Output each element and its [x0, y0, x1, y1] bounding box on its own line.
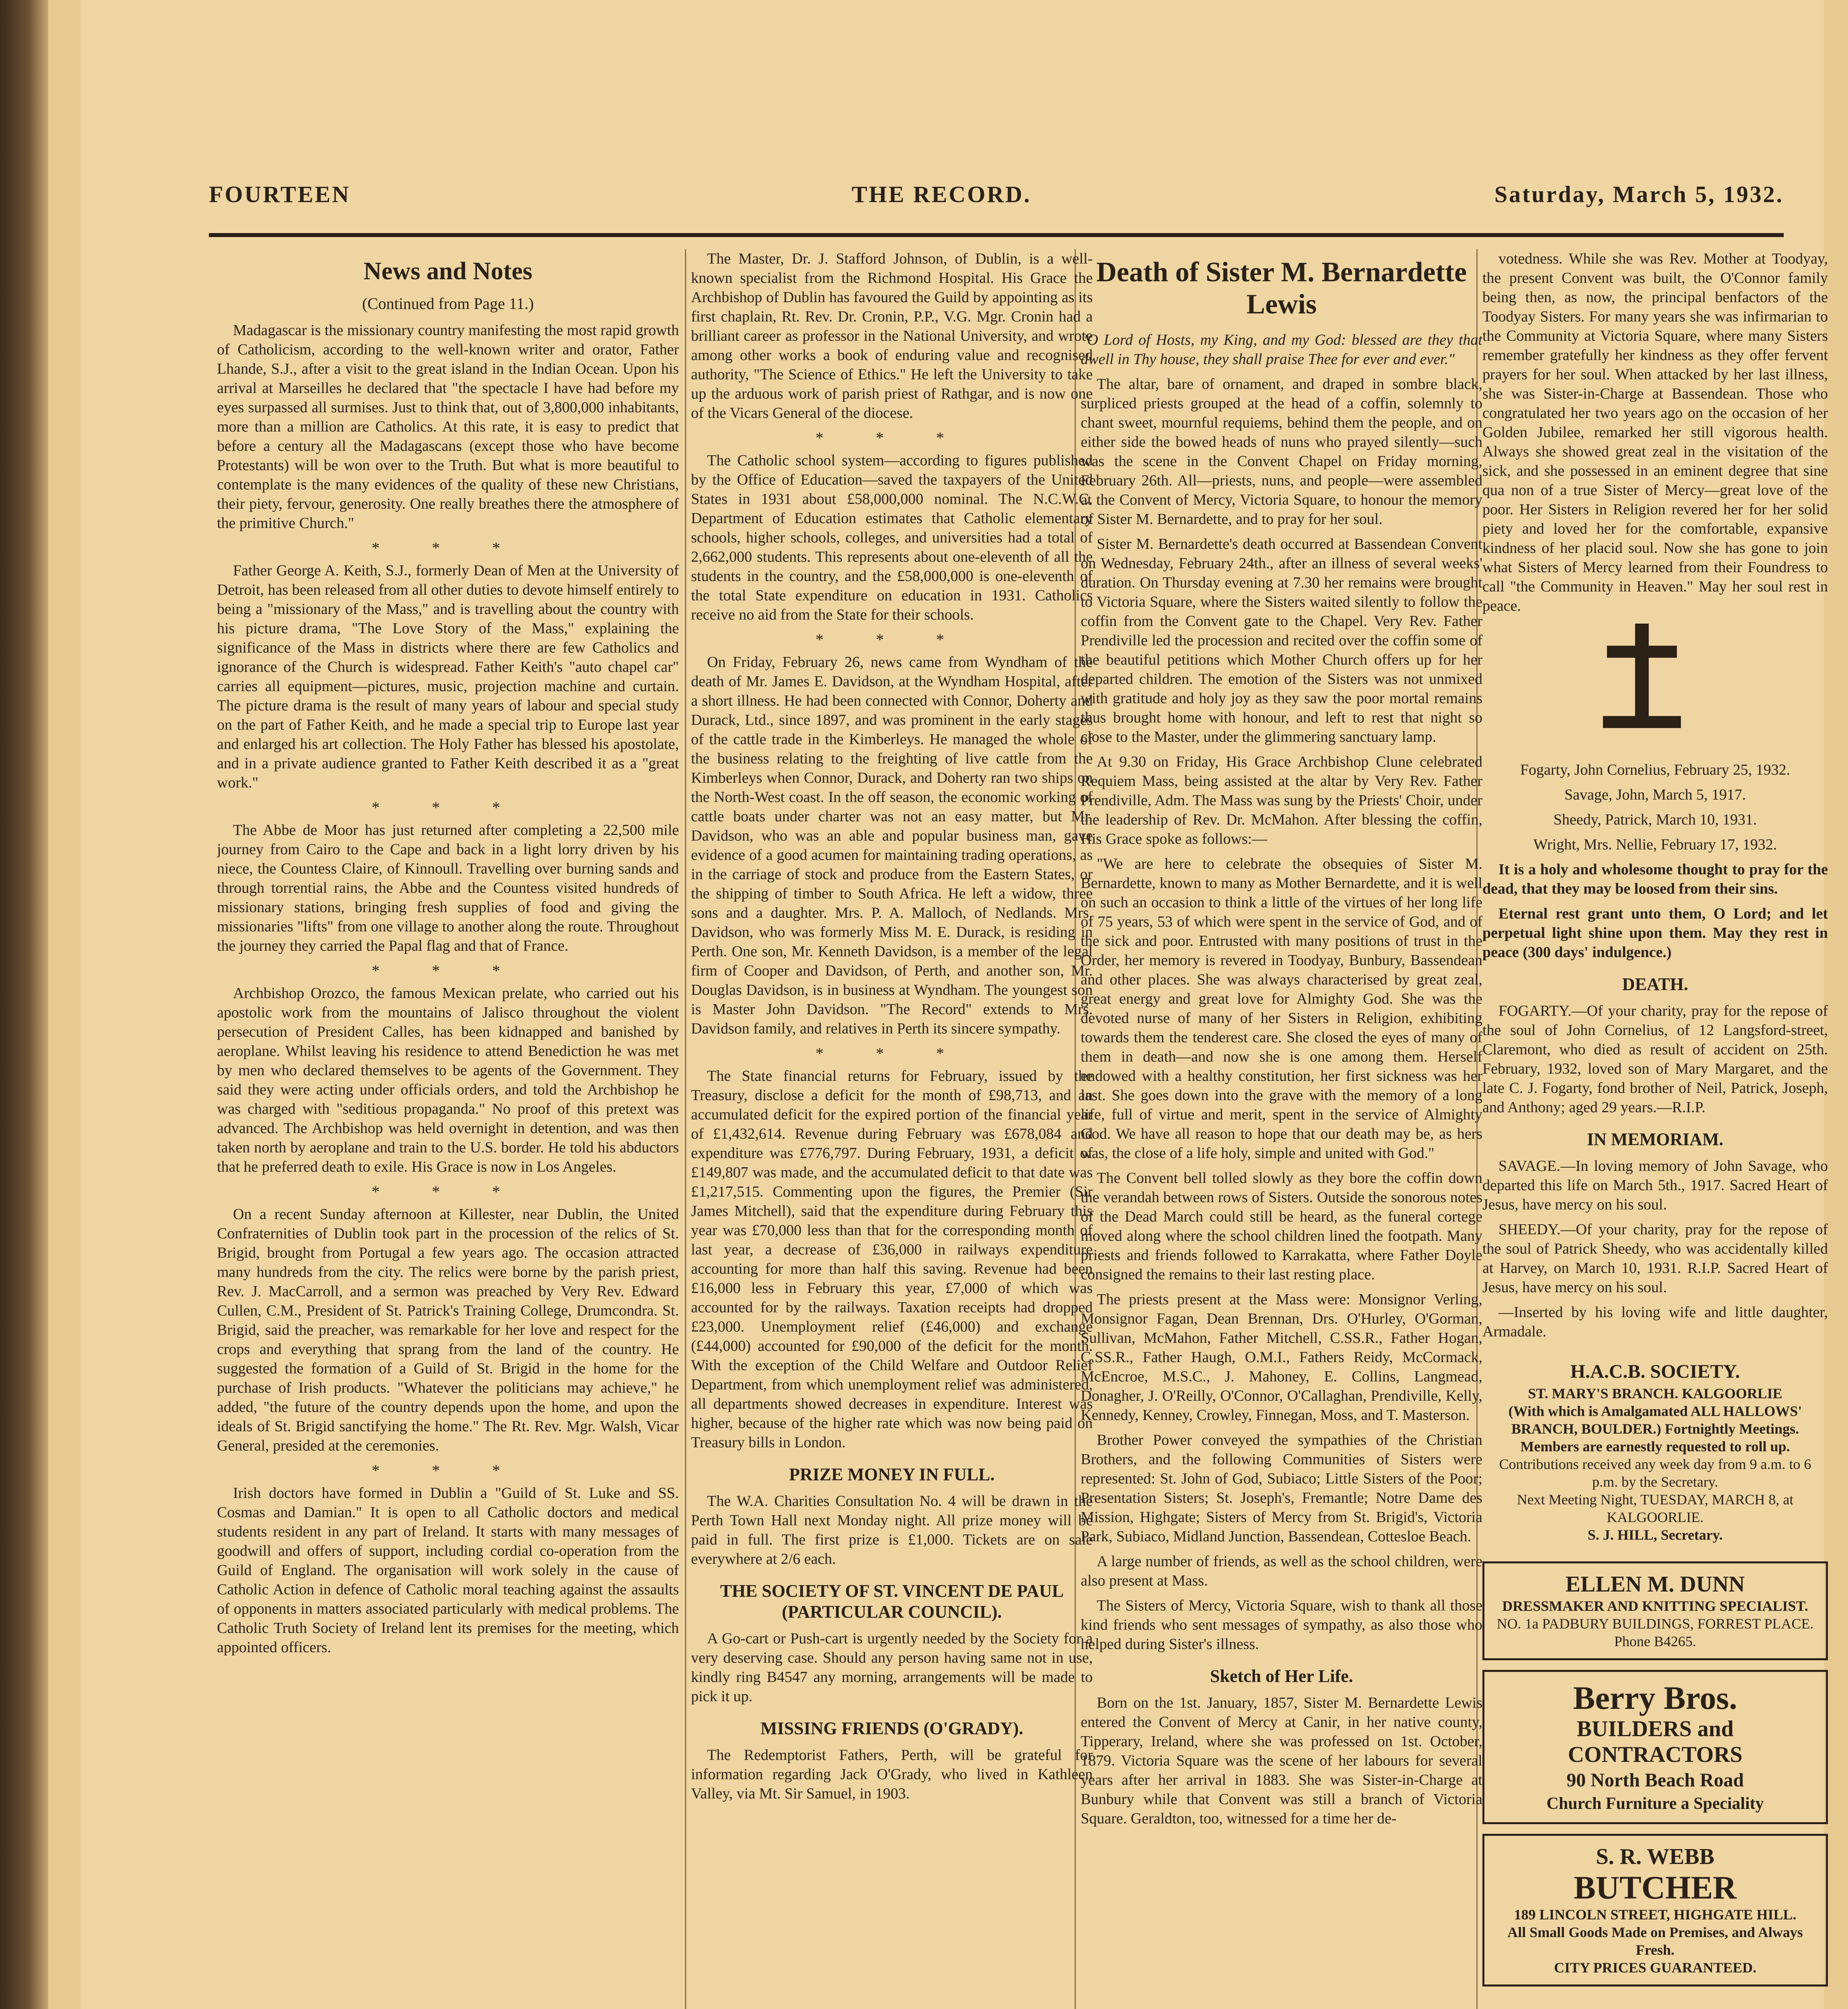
- separator-stars: * * *: [372, 539, 524, 557]
- book-binding: [0, 0, 48, 2009]
- hacb-note: (With which is Amalgamated ALL HALLOWS' BRANCH, BOULDER.) Fortnightly Meetings.: [1508, 1403, 1802, 1437]
- rip-entry: Sheedy, Patrick, March 10, 1931.: [1553, 811, 1757, 828]
- ad-trade: BUTCHER: [1574, 1869, 1737, 1906]
- sketch-title: Sketch of Her Life.: [1210, 1666, 1353, 1686]
- ad-name: S. R. WEBB: [1596, 1844, 1715, 1869]
- article-paragraph: On Friday, February 26, news came from Wyndham of the death of Mr. James E. Davidson, at the Wyndham Hospital, after a short illness. He had been connected with Connor, Doherty and Durack, Ltd., since 1897, and was prominent in the early stages of the cattle trade in the Kimberleys. He managed the whole of the business relating to the freighting of live cattle from the Kimberleys when Connor, Durack, and Doherty ran two ships on the North-West coast. In the off season, the economic working of cattle boats under charter was not an easy matter, but Mr. Davidson, who was an able and popular business man, gave evidence of a good acumen for maintaining trading operations, as in the carriage of stock and produce from the Eastern States, or the shipping of timber to South Africa. He left a widow, three sons and a daughter. Mrs. P. A. Malloch, of Nedlands. Mrs. Davidson, who was formerly Miss M. E. Durack, is residing in Perth. One son, Mr. Kenneth Davidson, is a member of the legal firm of Cooper and Davidson, of Perth, and another son, Mr. Douglas Davidson, is in business at Wyndham. The youngest son is Master John Davidson. "The Record" extends to Mrs. Davidson family, and relatives in Perth its sincere sympathy.: [691, 654, 1093, 1037]
- ad-trade: DRESSMAKER AND KNITTING SPECIALIST.: [1502, 1598, 1808, 1614]
- separator-stars: * * *: [816, 1044, 968, 1062]
- hacb-branch: ST. MARY'S BRANCH. KALGOORLIE: [1528, 1385, 1783, 1401]
- eternal-rest-text: Eternal rest grant unto them, O Lord; and let perpetual light shine upon them. May they rest in peace (300 days' indulgence.): [1482, 905, 1828, 961]
- death-title: DEATH.: [1622, 974, 1689, 994]
- prayer-text: It is a holy and wholesome thought to pray for the dead, that they may be loosed from their sins.: [1482, 861, 1828, 897]
- issue-date: Saturday, March 5, 1932.: [1494, 181, 1784, 207]
- memoriam-signature: —Inserted by his loving wife and little daughter, Armadale.: [1482, 1304, 1828, 1340]
- death-notice: FOGARTY.—Of your charity, pray for the repose of the soul of John Cornelius, of 12 Langsford-street, Claremont, who died as result of accident on 25th. February, 1932, loved son of Mary Margaret, and the late C. J. Fogarty, fond brother of Neil, Patrick, Joseph, and Anthony; aged 29 years.—R.I.P.: [1482, 1002, 1828, 1116]
- ad-address: 189 LINCOLN STREET, HIGHGATE HILL.: [1514, 1907, 1797, 1923]
- article-paragraph: Brother Power conveyed the sympathies of the Christian Brothers, and the following Communities of Sisters were represented: St. John of God, Subiaco; Little Sisters of the Poor; Presentation Sisters; St. Joseph's, Fremantle; Notre Dame des Mission, Highgate; Sisters of Mercy from St. Brigid's, Victoria Park, Subiaco, Midland Junction, Bassendean, Cottesloe Beach.: [1081, 1432, 1482, 1545]
- article-paragraph: The altar, bare of ornament, and draped in sombre black, surpliced priests grouped at the head of a coffin, solemnly to chant sweet, mournful requiems, behind them the people, and on either side the bowed heads of nuns who prayed silently—such was the scene in the Convent Chapel on Friday morning, February 26th. All—priests, nuns, and people—were assembled at the Convent of Mercy, Victoria Square, to honour the memory of Sister M. Bernardette, and to pray for her soul.: [1081, 376, 1482, 528]
- column-two: [691, 249, 1093, 2009]
- hacb-contrib: Contributions received any week day from 9 a.m. to 6 p.m. by the Secretary.: [1499, 1456, 1811, 1490]
- page-header: [209, 173, 1784, 221]
- rip-entry: Fogarty, John Cornelius, February 25, 1932.: [1520, 761, 1790, 778]
- notice-text: A Go-cart or Push-cart is urgently needed by the Society for a very deserving case. Should any person having same not in use, kindly ring B4547 any morning, arrangements will be made to pick it up.: [691, 1630, 1093, 1705]
- article-paragraph: Madagascar is the missionary country manifesting the most rapid growth of Catholicism, according to the well-known writer and orator, Father Lhande, S.J., after a visit to the great island in the Indian Ocean. Upon his arrival at Marseilles he declared that "the spectacle I have had before my eyes surpassed all surmises. Just to think that, out of 3,800,000 inhabitants, more than a million are Catholics. At this rate, it is easy to predict that before a century all the Madagascans (except those who have become Protestants) will be won over to the Truth. But what is more beautiful to contemplate is the many evidences of the quality of these new Christians, their piety, fervour, generosity. One really breathes there the atmosphere of the primitive Church.": [217, 322, 679, 532]
- obituary-verse: "O Lord of Hosts, my King, and my God: blessed are they that dwell in Thy house, they shall praise Thee for ever and ever.": [1081, 331, 1482, 368]
- notice-title-missing: MISSING FRIENDS (O'GRADY).: [760, 1718, 1023, 1738]
- header-rule: [209, 233, 1784, 237]
- separator-stars: * * *: [372, 798, 524, 816]
- article-paragraph: Sister M. Bernardette's death occurred at Bassendean Convent on Wednesday, February 24th., after an illness of several weeks' duration. On Thursday evening at 7.30 her remains were brought to Victoria Square, where the Sisters waited silently to follow the coffin from the Convent gate to the Chapel. Very Rev. Father Prendiville led the procession and recited over the coffin some of the beautiful petitions which Mother Church offers up for her departed children. The emotion of the Sisters was not unmixed with gratitude and holy joy as they saw the poor mortal remains thus brought home with honour, and left to rest that night so close to the Master, under the glimmering sanctuary lamp.: [1081, 536, 1482, 745]
- hacb-secretary: S. J. HILL, Secretary.: [1587, 1527, 1723, 1543]
- separator-stars: * * *: [372, 962, 524, 980]
- rip-entry: Savage, John, March 5, 1917.: [1564, 786, 1746, 803]
- notice-title-prize: PRIZE MONEY IN FULL.: [789, 1465, 995, 1484]
- ad-name: ELLEN M. DUNN: [1565, 1572, 1745, 1597]
- article-paragraph: On a recent Sunday afternoon at Killester, near Dublin, the United Confraternities of Dublin took part in the procession of the relics of St. Brigid, brought from Portugal a few years ago. The occasion attracted many hundreds from the city. The relics were borne by the parish priest, Rev. J. MacCarroll, and a sermon was preached by Very Rev. Edward Cullen, C.M., President of St. Patrick's Training College, Drumcondra. St. Brigid, said the preacher, was remarkable for her love and respect for the crops and everything that sprang from the land of the country. He suggested the formation of a Guild of St. Brigid in the home for the purchase of Irish products. "Whatever the politicians may achieve," he added, "the future of the country depends upon the home, and upon the ideals of St. Brigid sanctifying the home." The Rt. Rev. Mgr. Walsh, Vicar General, presided at the ceremonies.: [217, 1206, 679, 1454]
- article-paragraph: The State financial returns for February, issued by the Treasury, disclose a deficit for the month of £98,713, and an accumulated deficit for the expired portion of the financial year of £1,432,614. Revenue during February was £678,084 and expenditure was £776,797. During February, 1931, a deficit of £149,807 was made, and the accumulated deficit to that date was £1,217,515. Commenting upon the figures, the Premier (Sir James Mitchell), said that the expenditure during February this year was £70,000 less than that for the corresponding month of last year, a decrease of £36,000 in railways expenditure accounting for more than half this saving. Revenue had been £16,000 less in February this year, £7,000 of which was accounted for by the railways. Taxation receipts had dropped £23,000. Unemployment relief (£46,000) and exchange (£44,000) accounted for £90,000 of the deficit for the month. With the exception of the Child Welfare and Outdoor Relief Department, from which unemployment relief was administered, all departments showed decreases in expenditure. Interest was higher, because of the higher rate which was now being paid on Treasury bills in London.: [691, 1068, 1093, 1451]
- ad-address: 90 North Beach Road: [1566, 1770, 1744, 1791]
- continued-note: (Continued from Page 11.): [362, 295, 534, 313]
- article-paragraph: votedness. While she was Rev. Mother at Toodyay, the present Convent was built, the O'Connor family being then, as now, the principal benfactors of the Toodyay Sisters. For many years she was infirmarian to the Community at Victoria Square, where many Sisters remember gratefully her kindness as they offer fervent prayers for her soul. When attacked by her last illness, she was Sister-in-Charge at Bassendean. Those who congratulated her two years ago on the occasion of her Golden Jubilee, remarked her still vigorous health. Always she showed great zeal in the visitation of the sick, and she possessed in an eminent degree that sine qua non of a true Sister of Mercy—great love of the poor. Her Sisters in Religion revered her for her solid piety and loved her for the comfortable, expansive kindness of her placid soul. Now she has gone to join what Sisters of Mercy learned from their Foundress to call "the Community in Heaven." May her soul rest in peace.: [1482, 250, 1828, 614]
- section-title: News and Notes: [363, 258, 533, 285]
- ad-note: All Small Goods Made on Premises, and Always Fresh.: [1507, 1924, 1803, 1958]
- page-number: FOURTEEN: [209, 181, 351, 207]
- separator-stars: * * *: [372, 1461, 524, 1479]
- hacb-notice: [1482, 1351, 1828, 1552]
- article-paragraph: Archbishop Orozco, the famous Mexican prelate, who carried out his apostolic work from the mountains of Jalisco throughout the violent persecution of President Calles, has been kidnapped and banished by aeroplane. Whilst leaving his residence to attend Benediction he was met by men who declared themselves to be agents of the Government. They said they were acting under officials orders, and told the Archbishop he was charged with "seditious propaganda." No proof of this pretext was advanced. The Archbishop was held overnight in detention, and was then taken north by aeroplane and train to the U.S. border. He told his abductors that he preferred death to exile. His Grace is now in Los Angeles.: [217, 985, 679, 1175]
- masthead-title: THE RECORD.: [852, 181, 1031, 207]
- article-paragraph: The Convent bell tolled slowly as they bore the coffin down the verandah between rows of Sisters. Outside the sonorous notes of the Dead March could still be heard, as the funeral cortege moved along where the school children lined the footpath. Many priests and friends followed to Karrakatta, where Father Doyle consigned the remains to their last resting place.: [1081, 1170, 1482, 1283]
- notice-text: The Redemptorist Fathers, Perth, will be grateful for information regarding Jack O'Grady, who lived in Kathleen Valley, via Mt. Sir Samuel, in 1903.: [691, 1747, 1093, 1802]
- notice-title-svdp: THE SOCIETY OF ST. VINCENT DE PAUL (PARTICULAR COUNCIL).: [720, 1581, 1064, 1622]
- article-paragraph: At 9.30 on Friday, His Grace Archbishop Clune celebrated Requiem Mass, being assisted at the altar by Very Rev. Father Prendiville, Adm. The Mass was sung by the Priests' Choir, under the leadership of Rev. Dr. McMahon. After blessing the coffin, His Grace spoke as follows:—: [1081, 753, 1482, 847]
- ad-ellen-dunn: [1482, 1561, 1828, 1660]
- article-paragraph: The Master, Dr. J. Stafford Johnson, of Dublin, is a well-known specialist from the Richmond Hospital. His Grace the Archbishop of Dublin has favoured the Guild by appointing as its first chaplain, Rt. Rev. Dr. Cronin, P.P., V.G. Mgr. Cronin had a brilliant career as professor in the National University, and wrote among other works a book of enduring value and recognised authority, "The Science of Ethics." He left the University to take up the arduous work of parish priest of Rathgar, and is now one of the Vicars General of the diocese.: [691, 250, 1093, 421]
- article-paragraph: Irish doctors have formed in Dublin a "Guild of St. Luke and SS. Cosmas and Damian." It is open to all Catholic doctors and medical students resident in any part of Ireland. It starts with many messages of goodwill and offers of support, including cordial co-operation from the Guild of England. The organisation will work solely in the cause of Catholic Action in defence of Catholic moral teaching against the assaults of opponents in matters associated particularly with medical problems. The Catholic Truth Society of Ireland lent its premises for the meeting, which appointed officers.: [217, 1485, 679, 1656]
- memoriam-notice: SAVAGE.—In loving memory of John Savage, who departed this life on March 5th., 1917. Sacred Heart of Jesus, have mercy on his soul.: [1482, 1158, 1828, 1213]
- cross-icon: [1482, 624, 1828, 752]
- separator-stars: * * *: [816, 630, 968, 649]
- hacb-title: H.A.C.B. SOCIETY.: [1570, 1361, 1740, 1382]
- memoriam-title: IN MEMORIAM.: [1587, 1129, 1723, 1149]
- article-paragraph: The Sisters of Mercy, Victoria Square, wish to thank all those kind friends who sent messages of sympathy, as also those who helped during Sister's illness.: [1081, 1597, 1482, 1653]
- obituary-title: Death of Sister M. Bernardette Lewis: [1096, 257, 1467, 320]
- separator-stars: * * *: [816, 429, 968, 447]
- rip-entry: Wright, Mrs. Nellie, February 17, 1932.: [1533, 836, 1777, 853]
- column-divider: [685, 249, 686, 2009]
- ad-sr-webb: [1482, 1834, 1828, 1986]
- article-paragraph: The priests present at the Mass were: Monsignor Verling, Monsignor Fagan, Dean Brennan, Drs. O'Hurley, O'Gorman, Sullivan, McMahon, Father Mitchell, C.SS.R., Father Hogan, C.SS.R., Father Haugh, O.M.I., Fathers Reidy, McCormack, McEncroe, M.S.C., J. Mahoney, E. Collins, Langmead, Donagher, J. O'Reilly, O'Connor, O'Callaghan, Prendiville, Kelly, Kennedy, Kenney, Crowley, Finnegan, Moss, and T. Masterson.: [1081, 1291, 1482, 1424]
- notice-text: The W.A. Charities Consultation No. 4 will be drawn in the Perth Town Hall next Monday night. All prize money will be paid in full. The first prize is £1,000. Tickets are on sale everywhere at 2/6 each.: [691, 1493, 1093, 1567]
- ad-name: Berry Bros.: [1573, 1680, 1738, 1716]
- ad-prices: CITY PRICES GUARANTEED.: [1554, 1960, 1756, 1976]
- ad-trade: BUILDERS and CONTRACTORS: [1568, 1716, 1743, 1767]
- article-paragraph: The Abbe de Moor has just returned after completing a 22,500 mile journey from Cairo to the Cape and back in a light lorry driven by his niece, the Countess Claire, of Kinnoull. Travelling over burning sands and through torrential rains, the Abbe and the Countess visited hundreds of missionary stations, bringing fresh supplies of food and giving the missionaries "lifts" from one village to another along the route. Throughout the journey they carried the Papal flag and that of France.: [217, 822, 679, 954]
- hacb-next: Next Meeting Night, TUESDAY, MARCH 8, at KALGOORLIE.: [1517, 1491, 1794, 1525]
- ad-phone: Phone B4265.: [1614, 1633, 1696, 1649]
- column-notices: [1482, 249, 1828, 2009]
- article-paragraph: Father George A. Keith, S.J., formerly Dean of Men at the University of Detroit, has been released from all other duties to devote himself entirely to being a "missionary of the Mass," and is travelling about the country with his picture drama, "The Love Story of the Mass," explaining the significance of the Mass in districts where there are few Catholics and ignorance of the Church is widespread. Father Keith's "auto chapel car" carries all equipment—pictures, music, projection machine and curtain. The picture drama is the result of many years of labour and special study on the part of Father Keith, and he made a special trip to Europe last year and enlarged his art collection. The Holy Father has blessed his apostolate, and in a private audience granted to Father Keith described it as a "great work.": [217, 562, 679, 791]
- ad-extra: Church Furniture a Speciality: [1546, 1794, 1764, 1813]
- memoriam-notice: SHEEDY.—Of your charity, pray for the repose of the soul of Patrick Sheedy, who was accidentally killed at Harvey, on March 10, 1931. R.I.P. Sacred Heart of Jesus, have mercy on his soul.: [1482, 1221, 1828, 1296]
- ad-berry-bros: [1482, 1670, 1828, 1824]
- article-paragraph: "We are here to celebrate the obsequies of Sister M. Bernardette, known to many as Mother Bernardette, and it is well on such an occasion to think a little of the virtues of her long life of 75 years, 53 of which were spent in the service of God, and of the sick and poor. Entrusted with many positions of trust in the Order, her memory is revered in Toodyay, Bunbury, Bassendean and other places. She was always characterised by great zeal, great energy and great love for Almighty God. She was the devoted nurse of many of her Sisters in Religion, exhibiting towards them the tenderest care. She closed the eyes of many of them in death—and now she is one among them. Herself endowed with a healthy constitution, her first sickness was her last. She goes down into the grave with the memory of a long life, full of virtue and merit, spent in the service of Almighty God. We have all reason to hope that our death may be, as hers was, the close of a life holy, simple and united with God.": [1081, 855, 1482, 1162]
- hacb-members: Members are earnestly requested to roll up.: [1520, 1438, 1790, 1455]
- separator-stars: * * *: [372, 1182, 524, 1201]
- column-obituary: [1081, 249, 1482, 2009]
- article-paragraph: The Catholic school system—according to figures published by the Office of Education—saved the taxpayers of the United States in 1931 about £58,000,000 nominal. The N.C.W.C. Department of Education estimates that Catholic elementary schools, higher schools, colleges, and universities had a total of 2,662,000 students. This represents about one-eleventh of all the students in the country, and the £58,000,000 is one-eleventh of the total State expenditure on education in 1931. Catholics receive no aid from the State for their schools.: [691, 452, 1093, 623]
- article-paragraph: A large number of friends, as well as the school children, were also present at Mass.: [1081, 1553, 1482, 1589]
- ad-address: NO. 1a PADBURY BUILDINGS, FORREST PLACE.: [1496, 1616, 1814, 1632]
- article-paragraph: Born on the 1st. January, 1857, Sister M. Bernardette Lewis entered the Convent of Mercy at Canir, in her native county, Tipperary, Ireland, where she was professed on 1st. October, 1879. Victoria Square was the scene of her labours for several years after her arrival in 1883. She was Sister-in-Charge at Bunbury while that Convent was still a branch of Victoria Square. Geraldton, too, witnessed for a time her de-: [1081, 1694, 1482, 1827]
- column-news-and-notes: [217, 249, 679, 2009]
